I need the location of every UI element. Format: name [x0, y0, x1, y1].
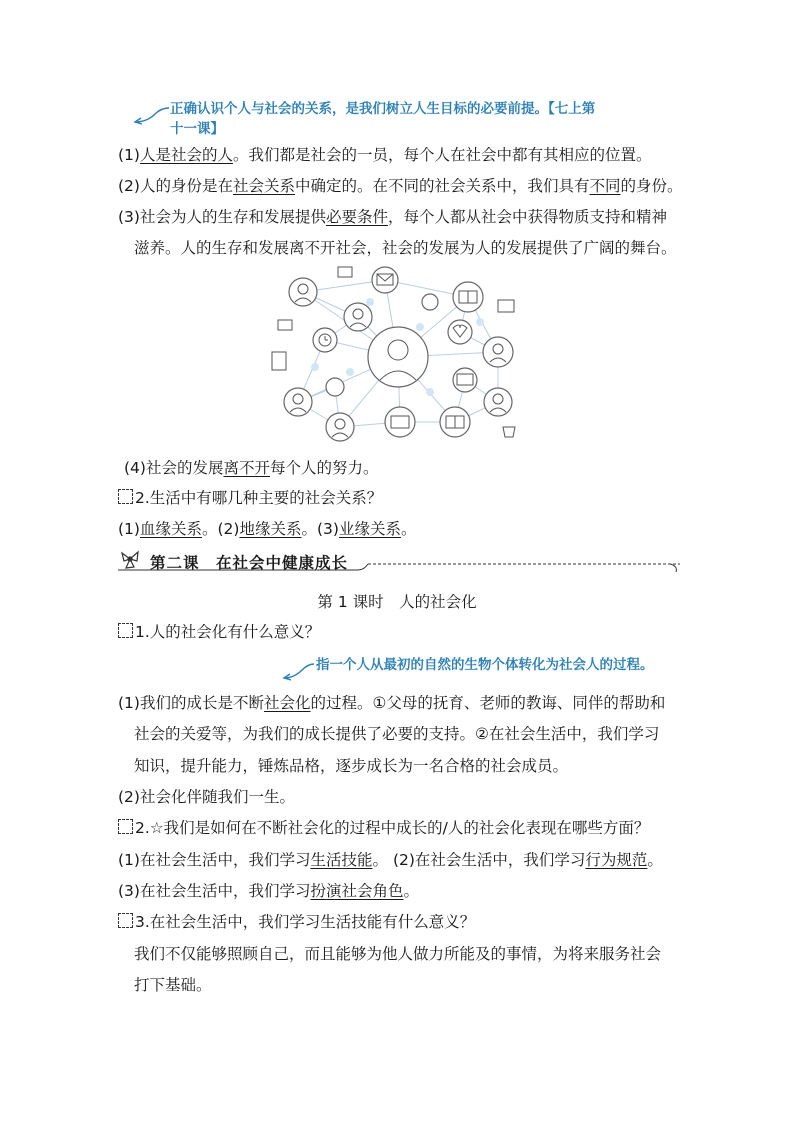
note-text-2: 十一课】	[170, 121, 224, 137]
s2-answer-2-line2: (3)在社会生活中，我们学习扮演社会角色。	[118, 882, 419, 900]
social-network-illustration	[270, 262, 525, 450]
checkbox-icon	[118, 819, 133, 834]
s2-point-1-line3: 知识，提升能力，锤炼品格，逐步成长为一名合格的社会成员。	[134, 757, 569, 775]
checkbox-icon	[118, 913, 133, 928]
s2-point-2: (2)社会化伴随我们一生。	[118, 788, 295, 806]
checkbox-icon	[118, 623, 133, 638]
s2-question-1: 1.人的社会化有什么意义？	[118, 622, 320, 642]
question-2: 2.生活中有哪几种主要的社会关系？	[118, 488, 382, 508]
point-1: (1)人是社会的人。我们都是社会的一员，每个人在社会中都有其相应的位置。	[118, 146, 652, 164]
s2-answer-2-line1: (1)在社会生活中，我们学习生活技能。 (2)在社会生活中，我们学习行为规范。	[118, 851, 663, 869]
point-2: (2)人的身份是在社会关系中确定的。在不同的社会关系中，我们具有不同的身份。	[118, 177, 683, 195]
point-3-cont: 滋养。人的生存和发展离不开社会，社会的发展为人的发展提供了广阔的舞台。	[134, 239, 677, 257]
note-text-3: 指一个人从最初的自然的生物个体转化为社会人的过程。	[316, 657, 654, 673]
checkbox-icon	[118, 489, 133, 504]
flower-icon	[118, 549, 144, 571]
answer-2: (1)血缘关系。(2)地缘关系。(3)业缘关系。	[118, 520, 417, 538]
s2-question-2: 2.☆我们是如何在不断社会化的过程中成长的/人的社会化表现在哪些方面？	[118, 818, 649, 838]
note-arrow	[133, 104, 171, 126]
s2-answer-3-line1: 我们不仅能够照顾自己，而且能够为他人做力所能及的事情，为将来服务社会	[134, 945, 662, 963]
point-3: (3)社会为人的生存和发展提供必要条件，每个人都从社会中获得物质支持和精神	[118, 208, 668, 226]
note-arrow	[282, 660, 316, 682]
s2-answer-3-line2: 打下基础。	[134, 976, 212, 994]
lesson-title: 第二课 在社会中健康成长	[150, 554, 349, 572]
note-text-1: 正确认识个人与社会的关系，是我们树立人生目标的必要前提。【七上第	[170, 101, 596, 117]
point-4: (4)社会的发展离不开每个人的努力。	[124, 459, 379, 477]
s2-point-1: (1)我们的成长是不断社会化的过程。①父母的抚育、老师的教诲、同伴的帮助和	[118, 694, 666, 712]
s2-question-3: 3.在社会生活中，我们学习生活技能有什么意义？	[118, 912, 475, 932]
s2-point-1-line2: 社会的关爱等，为我们的成长提供了必要的支持。②在社会生活中，我们学习	[134, 725, 660, 743]
period-title: 第 1 课时 人的社会化	[317, 593, 477, 611]
